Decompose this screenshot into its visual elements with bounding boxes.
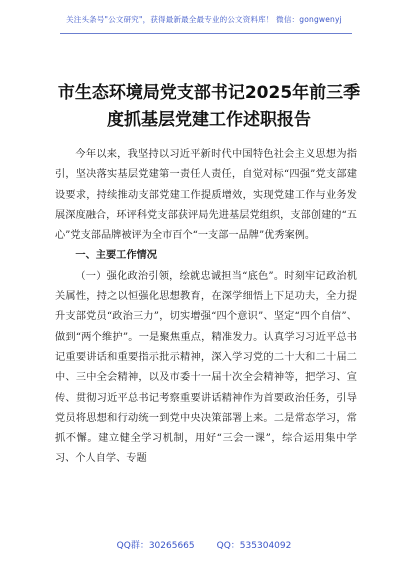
footer-qq-group: QQ群：30265665 <box>116 541 195 551</box>
section-paragraph: （一）强化政治引领，绘就忠诚担当“底色”。时刻牢记政治机关属性，持之以恒强化思想教育，在深学细悟上下足功夫，全力提升支部党员“政治三力”，切实增强“四个意识”、坚定“四个自信”、做到“两个维护”。一是聚焦重点，精准发力。认真学习习近平总书记重要讲话和重要指示批示精神，深入学习党的二十大和二十届二中、三中全会精神，以及市委十一届十次全会精神等，把学习、宣传、贯彻习近平总书记考察重要讲话精神作为首要政治任务，引导党员将思想和行动统一到党中央决策部署上来。二是常态学习，常抓不懈。建立健全学习机制，用好“三会一课”，综合运用集中学习、个人自学、专题 <box>55 270 357 465</box>
footer-qq: QQ：535304092 <box>216 541 292 551</box>
footer-contact <box>0 538 408 551</box>
intro-paragraph: 今年以来，我坚持以习近平新时代中国特色社会主义思想为指引，坚决落实基层党建第一责任人责任，自觉对标“四强”党支部建设要求，持续推动支部党建工作提质增效，实现党建工作与业务发展深度融合，环评科党支部获评局先进基层党组织，支部创建的“五心”党支部品牌被评为全市百个“一支部一品牌”优秀案例。 <box>55 149 357 242</box>
header-banner: 关注头条号"公文研究"，获得最新最全最专业的公文资料库！ 微信：gongwenyj <box>66 15 342 24</box>
header-divider <box>60 33 352 34</box>
document-title: 市生态环境局党支部书记2025年前三季度抓基层党建工作述职报告 <box>57 83 361 130</box>
section-heading: 一、主要工作情况 <box>75 250 157 262</box>
document-body <box>55 145 357 470</box>
